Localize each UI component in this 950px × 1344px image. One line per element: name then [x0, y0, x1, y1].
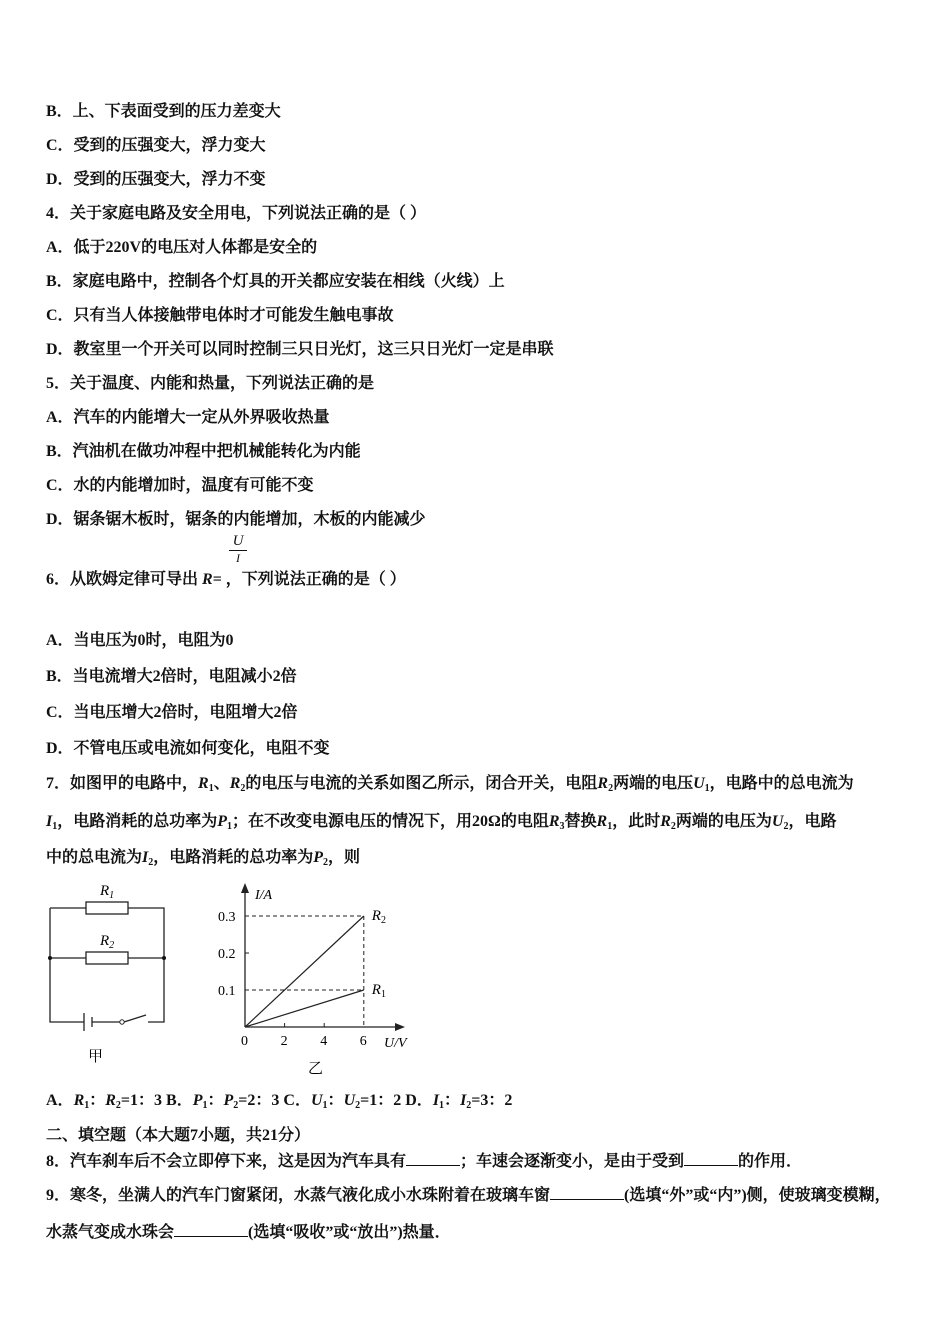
variable: R — [660, 813, 671, 830]
text-run: A． — [46, 1092, 74, 1109]
x-axis-arrow — [395, 1023, 405, 1031]
text-line — [46, 774, 854, 794]
subscript: 1 — [202, 1100, 208, 1111]
junction-dot — [162, 956, 166, 960]
text-run: ： — [207, 1092, 224, 1109]
fraction-numerator: U — [229, 533, 247, 551]
text-line — [46, 510, 426, 530]
text-run: ；车速会逐渐变小，是由于受到 — [460, 1153, 685, 1170]
subscript: 3 — [559, 821, 565, 832]
y-tick-label: 0.1 — [218, 984, 236, 999]
variable: P — [192, 1092, 203, 1109]
variable: U — [771, 813, 784, 830]
text-run: 两端的电压 — [613, 775, 694, 792]
text-run: B．上、下表面受到的压力差变大 — [46, 103, 281, 120]
text-run: ： — [89, 1092, 106, 1109]
variable: I — [460, 1092, 467, 1109]
text-run: ，电路消耗的总功率为 — [57, 813, 218, 830]
text-line — [46, 442, 361, 462]
circuit-caption: 甲 — [88, 1049, 104, 1065]
text-line — [46, 374, 374, 394]
subscript: 1 — [84, 1100, 90, 1111]
subscript: 2 — [670, 821, 676, 832]
text-line — [46, 102, 281, 122]
subscript: 2 — [323, 857, 329, 868]
series-label: $R_1$ — [371, 982, 386, 1000]
text-run: B．汽油机在做功冲程中把机械能转化为内能 — [46, 443, 361, 460]
variable: U — [343, 1092, 356, 1109]
switch-pivot — [120, 1020, 124, 1024]
figure-graph — [200, 875, 430, 1083]
variable: P — [313, 849, 324, 866]
subscript: 1 — [704, 783, 710, 794]
text-line — [46, 1222, 451, 1243]
variable: R — [596, 813, 608, 830]
x-tick-label: 2 — [280, 1034, 288, 1049]
variable: P — [217, 813, 228, 830]
variable: R — [198, 775, 209, 792]
series-line-r1 — [245, 990, 364, 1027]
text-line — [46, 1126, 310, 1146]
text-line — [46, 306, 394, 326]
text-run: C．只有当人体接触带电体时才可能发生触电事故 — [46, 307, 394, 324]
text-run: D．不管电压或电流如何变化，电阻不变 — [46, 740, 330, 757]
subscript: 2 — [233, 1100, 239, 1111]
text-run: A．低于220V的电压对人体都是安全的 — [46, 239, 318, 256]
subscript: 2 — [355, 1100, 361, 1111]
text-run: 7．如图甲的电路中， — [46, 775, 199, 792]
text-run: 水蒸气变成水珠会 — [46, 1224, 175, 1241]
text-line — [46, 1091, 512, 1111]
text-run: D．受到的压强变大，浮力不变 — [46, 171, 266, 188]
text-line — [46, 170, 266, 190]
text-run: = ，下列说法正确的是（ ） — [212, 571, 406, 588]
junction-dot — [48, 956, 52, 960]
subscript: 1 — [208, 783, 214, 794]
text-run: C．水的内能增加时，温度有可能不变 — [46, 477, 314, 494]
y-tick-label: 0.2 — [218, 947, 236, 962]
text-run: ： — [444, 1092, 461, 1109]
y-tick-label: 0.3 — [218, 910, 236, 925]
text-line — [46, 667, 297, 687]
variable: I — [432, 1092, 440, 1109]
answer-blank[interactable] — [684, 1151, 738, 1166]
r1-label: $R_1$ — [100, 883, 115, 901]
y-axis-arrow — [241, 883, 249, 893]
text-run: 4．关于家庭电路及安全用电，下列说法正确的是（ ） — [46, 205, 427, 222]
graph-caption: 乙 — [308, 1061, 324, 1077]
ohm-law-fraction — [229, 533, 247, 566]
text-run: (选填“外”或“内”)侧，使玻璃变模糊， — [624, 1187, 891, 1204]
subscript: 2 — [783, 821, 789, 832]
text-run: B．家庭电路中，控制各个灯具的开关都应安装在相线（火线）上 — [46, 273, 505, 290]
series-line-r2 — [245, 916, 364, 1027]
text-line — [46, 570, 406, 590]
resistor-r1 — [86, 902, 128, 914]
text-line — [46, 408, 330, 428]
text-line — [46, 739, 330, 759]
text-run: (选填“吸收”或“放出”)热量． — [248, 1224, 451, 1241]
variable: R — [105, 1092, 116, 1109]
subscript: 2 — [466, 1100, 472, 1111]
text-run: A．当电压为0时，电阻为0 — [46, 632, 234, 649]
text-line — [46, 476, 314, 496]
subscript: 1 — [227, 821, 233, 832]
x-axis-label: U/V — [384, 1036, 407, 1051]
text-run: ，电路 — [788, 813, 837, 830]
x-tick-label: 6 — [359, 1034, 367, 1049]
text-run: 的电压与电流的关系如图乙所示，闭合开关，电阻 — [245, 775, 598, 792]
subscript: 2 — [115, 1100, 121, 1111]
text-line — [46, 238, 317, 258]
text-run: ；在不改变电源电压的情况下，用20Ω的电阻 — [232, 813, 549, 830]
text-run: 替换 — [564, 813, 597, 830]
text-run: D．锯条锯木板时，锯条的内能增加，木板的内能减少 — [46, 511, 426, 528]
text-run: ，此时 — [612, 813, 661, 830]
text-run: 6．从欧姆定律可导出 — [46, 571, 203, 588]
text-run: 中的总电流为 — [46, 849, 143, 866]
text-line — [46, 812, 837, 832]
text-run: A．汽车的内能增大一定从外界吸收热量 — [46, 409, 330, 426]
text-run: C．当电压增大2倍时，电阻增大2倍 — [46, 704, 298, 721]
subscript: 2 — [608, 783, 614, 794]
text-run: ，电路中的总电流为 — [709, 775, 854, 792]
variable: I — [142, 849, 149, 866]
text-line — [46, 340, 554, 360]
x-tick-label: 4 — [320, 1034, 328, 1049]
text-line — [46, 848, 360, 868]
text-run: 两端的电压为 — [675, 813, 772, 830]
variable: R — [73, 1092, 85, 1109]
variable: R — [202, 571, 213, 588]
text-run: B．当电流增大2倍时，电阻减小2倍 — [46, 668, 297, 685]
text-line — [46, 1185, 891, 1206]
figure-circuit — [40, 875, 180, 1075]
text-line — [46, 204, 426, 224]
text-run: 9．寒冬，坐满人的汽车门窗紧闭，水蒸气液化成小水珠附着在玻璃车窗 — [46, 1187, 551, 1204]
text-line — [46, 703, 298, 723]
answer-blank[interactable] — [550, 1185, 624, 1200]
y-axis-label: I/A — [255, 888, 273, 903]
subscript: 1 — [52, 821, 58, 832]
variable: U — [310, 1092, 323, 1109]
text-line — [46, 272, 505, 292]
text-line — [46, 631, 234, 651]
text-run: 、 — [213, 775, 230, 792]
subscript: 2 — [240, 783, 246, 794]
variable: U — [693, 775, 705, 792]
subscript: 1 — [322, 1100, 328, 1111]
text-run: ，则 — [328, 849, 361, 866]
text-line — [46, 136, 266, 156]
text-run: 8．汽车刹车后不会立即停下来，这是因为汽车具有 — [46, 1153, 407, 1170]
text-run: =1：2 D． — [360, 1092, 433, 1109]
r2-label: $R_2$ — [100, 933, 115, 951]
variable: P — [223, 1092, 234, 1109]
text-run: D．教室里一个开关可以同时控制三只日光灯，这三只日光灯一定是串联 — [46, 341, 554, 358]
fraction-denominator: I — [236, 551, 240, 565]
series-label: $R_2$ — [371, 908, 386, 926]
text-run: 5．关于温度、内能和热量，下列说法正确的是 — [46, 375, 375, 392]
subscript: 1 — [607, 821, 613, 832]
text-run: =1：3 B． — [120, 1092, 193, 1109]
text-run: =3：2 — [471, 1092, 513, 1109]
text-line — [46, 1151, 802, 1172]
variable: R — [597, 775, 609, 792]
text-run: 的作用． — [738, 1153, 803, 1170]
text-run: ： — [327, 1092, 344, 1109]
text-run: 二、填空题（本大题7小题，共21分） — [46, 1127, 311, 1144]
resistor-r2 — [86, 952, 128, 964]
variable: R — [548, 813, 560, 830]
variable: R — [229, 775, 241, 792]
subscript: 1 — [439, 1100, 445, 1111]
x-tick-label: 0 — [241, 1034, 248, 1049]
text-run: =2：3 C． — [238, 1092, 311, 1109]
text-run: C．受到的压强变大，浮力变大 — [46, 137, 266, 154]
subscript: 2 — [148, 857, 154, 868]
answer-blank[interactable] — [406, 1151, 460, 1166]
answer-blank[interactable] — [174, 1222, 248, 1237]
text-run: ，电路消耗的总功率为 — [153, 849, 314, 866]
variable: I — [46, 813, 53, 830]
